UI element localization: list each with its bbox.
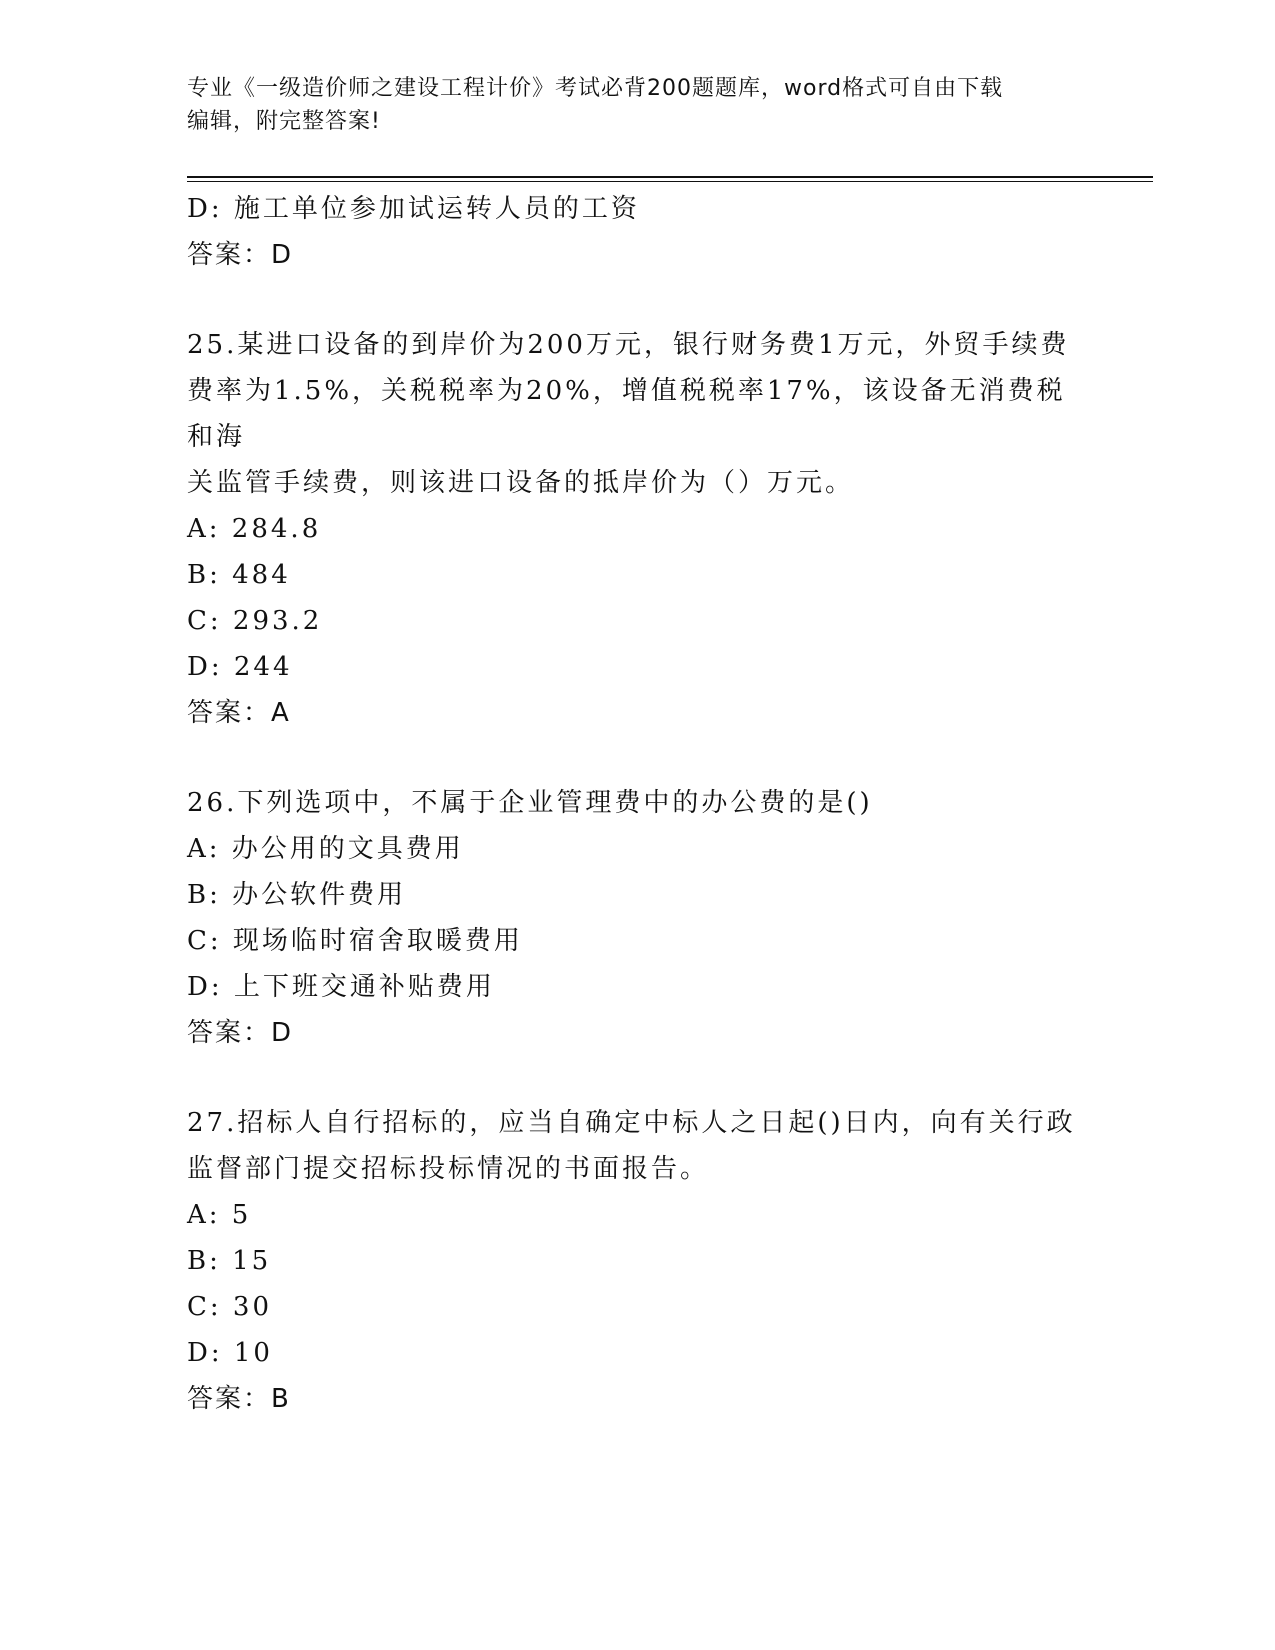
spacer <box>187 278 1087 322</box>
question-stem-line: 25.某进口设备的到岸价为200万元，银行财务费1万元，外贸手续费 <box>187 330 1070 360</box>
option-c: C: 30 <box>187 1292 273 1322</box>
option-c: C: 293.2 <box>187 606 323 636</box>
option-b: B: 484 <box>187 560 291 590</box>
option-b: B: 15 <box>187 1246 272 1276</box>
question-stem-line: 关监管手续费，则该进口设备的抵岸价为（）万元。 <box>187 468 855 498</box>
answer-text: 答案：D <box>187 240 294 270</box>
option-a: A: 284.8 <box>187 514 322 544</box>
option-d: D: 244 <box>187 652 293 682</box>
header-line-2: 编辑，附完整答案! <box>187 109 381 134</box>
document-header <box>187 72 1087 138</box>
question-block-27 <box>187 1100 1087 1422</box>
spacer <box>187 736 1087 780</box>
header-divider <box>187 176 1153 182</box>
question-stem-line: 26.下列选项中，不属于企业管理费中的办公费的是() <box>187 788 873 818</box>
answer-text: 答案：D <box>187 1018 294 1048</box>
document-body <box>187 186 1087 1422</box>
option-a: A: 办公用的文具费用 <box>187 834 464 864</box>
option-d: D: 施工单位参加试运转人员的工资 <box>187 194 640 224</box>
option-d: D: 上下班交通补贴费用 <box>187 972 495 1002</box>
answer-text: 答案：B <box>187 1384 291 1414</box>
question-stem-line: 27.招标人自行招标的，应当自确定中标人之日起()日内，向有关行政 <box>187 1108 1076 1138</box>
option-c: C: 现场临时宿舍取暖费用 <box>187 926 523 956</box>
question-block-24 <box>187 186 1087 278</box>
question-block-25 <box>187 322 1087 736</box>
question-stem-line: 监督部门提交招标投标情况的书面报告。 <box>187 1154 710 1184</box>
question-stem-line: 费率为1.5%，关税税率为20%，增值税税率17%，该设备无消费税和海 <box>187 376 1066 452</box>
header-line-1: 专业《一级造价师之建设工程计价》考试必背200题题库，word格式可自由下载 <box>187 76 1004 101</box>
option-a: A: 5 <box>187 1200 252 1230</box>
question-block-26 <box>187 780 1087 1056</box>
answer-text: 答案：A <box>187 698 291 728</box>
option-b: B: 办公软件费用 <box>187 880 407 910</box>
spacer <box>187 1056 1087 1100</box>
option-d: D: 10 <box>187 1338 273 1368</box>
